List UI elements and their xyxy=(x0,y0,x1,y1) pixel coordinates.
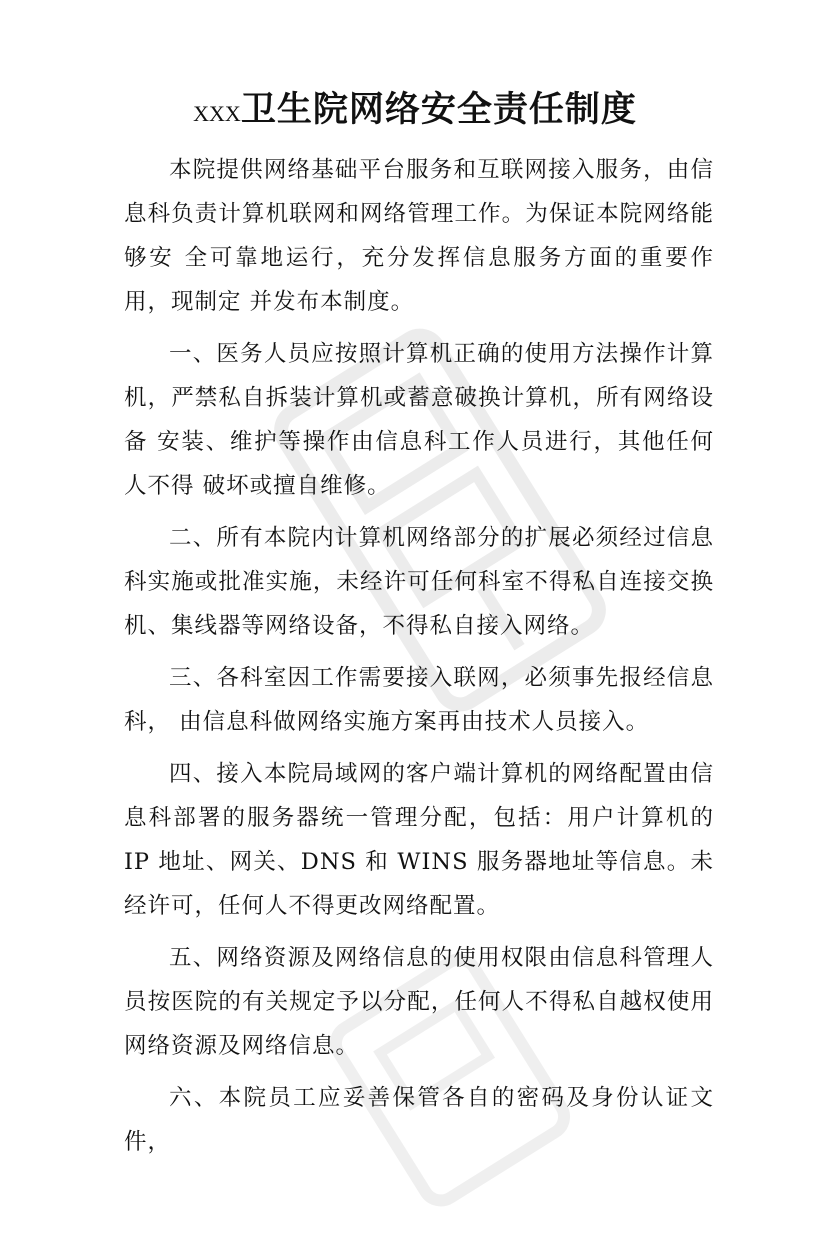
paragraph-rule-3: 三、各科室因工作需要接入联网，必须事先报经信息科， 由信息科做网络实施方案再由技术人员接入。 xyxy=(124,665,714,735)
paragraph-rule-1: 一、医务人员应按照计算机正确的使用方法操作计算机，严禁私自拆装计算机或蓄意破换计算机，所有网络设备 安装、维护等操作由信息科工作人员进行，其他任何人不得 破坏或擅自维修。 xyxy=(124,341,714,499)
paragraph-rule-4: 四、接入本院局域网的客户端计算机的网络配置由信息科部署的服务器统一管理分配，包括：用户计算机的 IP 地址、网关、DNS 和 WINS 服务器地址等信息。未经许可，任何人不得更改网络配置。 xyxy=(124,761,714,919)
document-body xyxy=(124,148,714,1172)
paragraph-rule-2: 二、所有本院内计算机网络部分的扩展必须经过信息科实施或批准实施，未经许可任何科室不得私自连接交换机、集线器等网络设备，不得私自接入网络。 xyxy=(124,525,714,639)
paragraph-rule-6: 六、本院员工应妥善保管各自的密码及身份认证文件， xyxy=(124,1085,714,1155)
title-prefix: XXX xyxy=(193,101,241,126)
paragraph-rule-5: 五、网络资源及网络信息的使用权限由信息科管理人员按医院的有关规定予以分配，任何人不得私自越权使用网络资源及网络信息。 xyxy=(124,945,714,1059)
document-title xyxy=(0,82,830,132)
title-main: 卫生院网络安全责任制度 xyxy=(240,89,637,130)
paragraph-intro: 本院提供网络基础平台服务和互联网接入服务，由信息科负责计算机联网和网络管理工作。为保证本院网络能够安 全可靠地运行，充分发挥信息服务方面的重要作用，现制定 并发布本制度。 xyxy=(124,157,714,315)
